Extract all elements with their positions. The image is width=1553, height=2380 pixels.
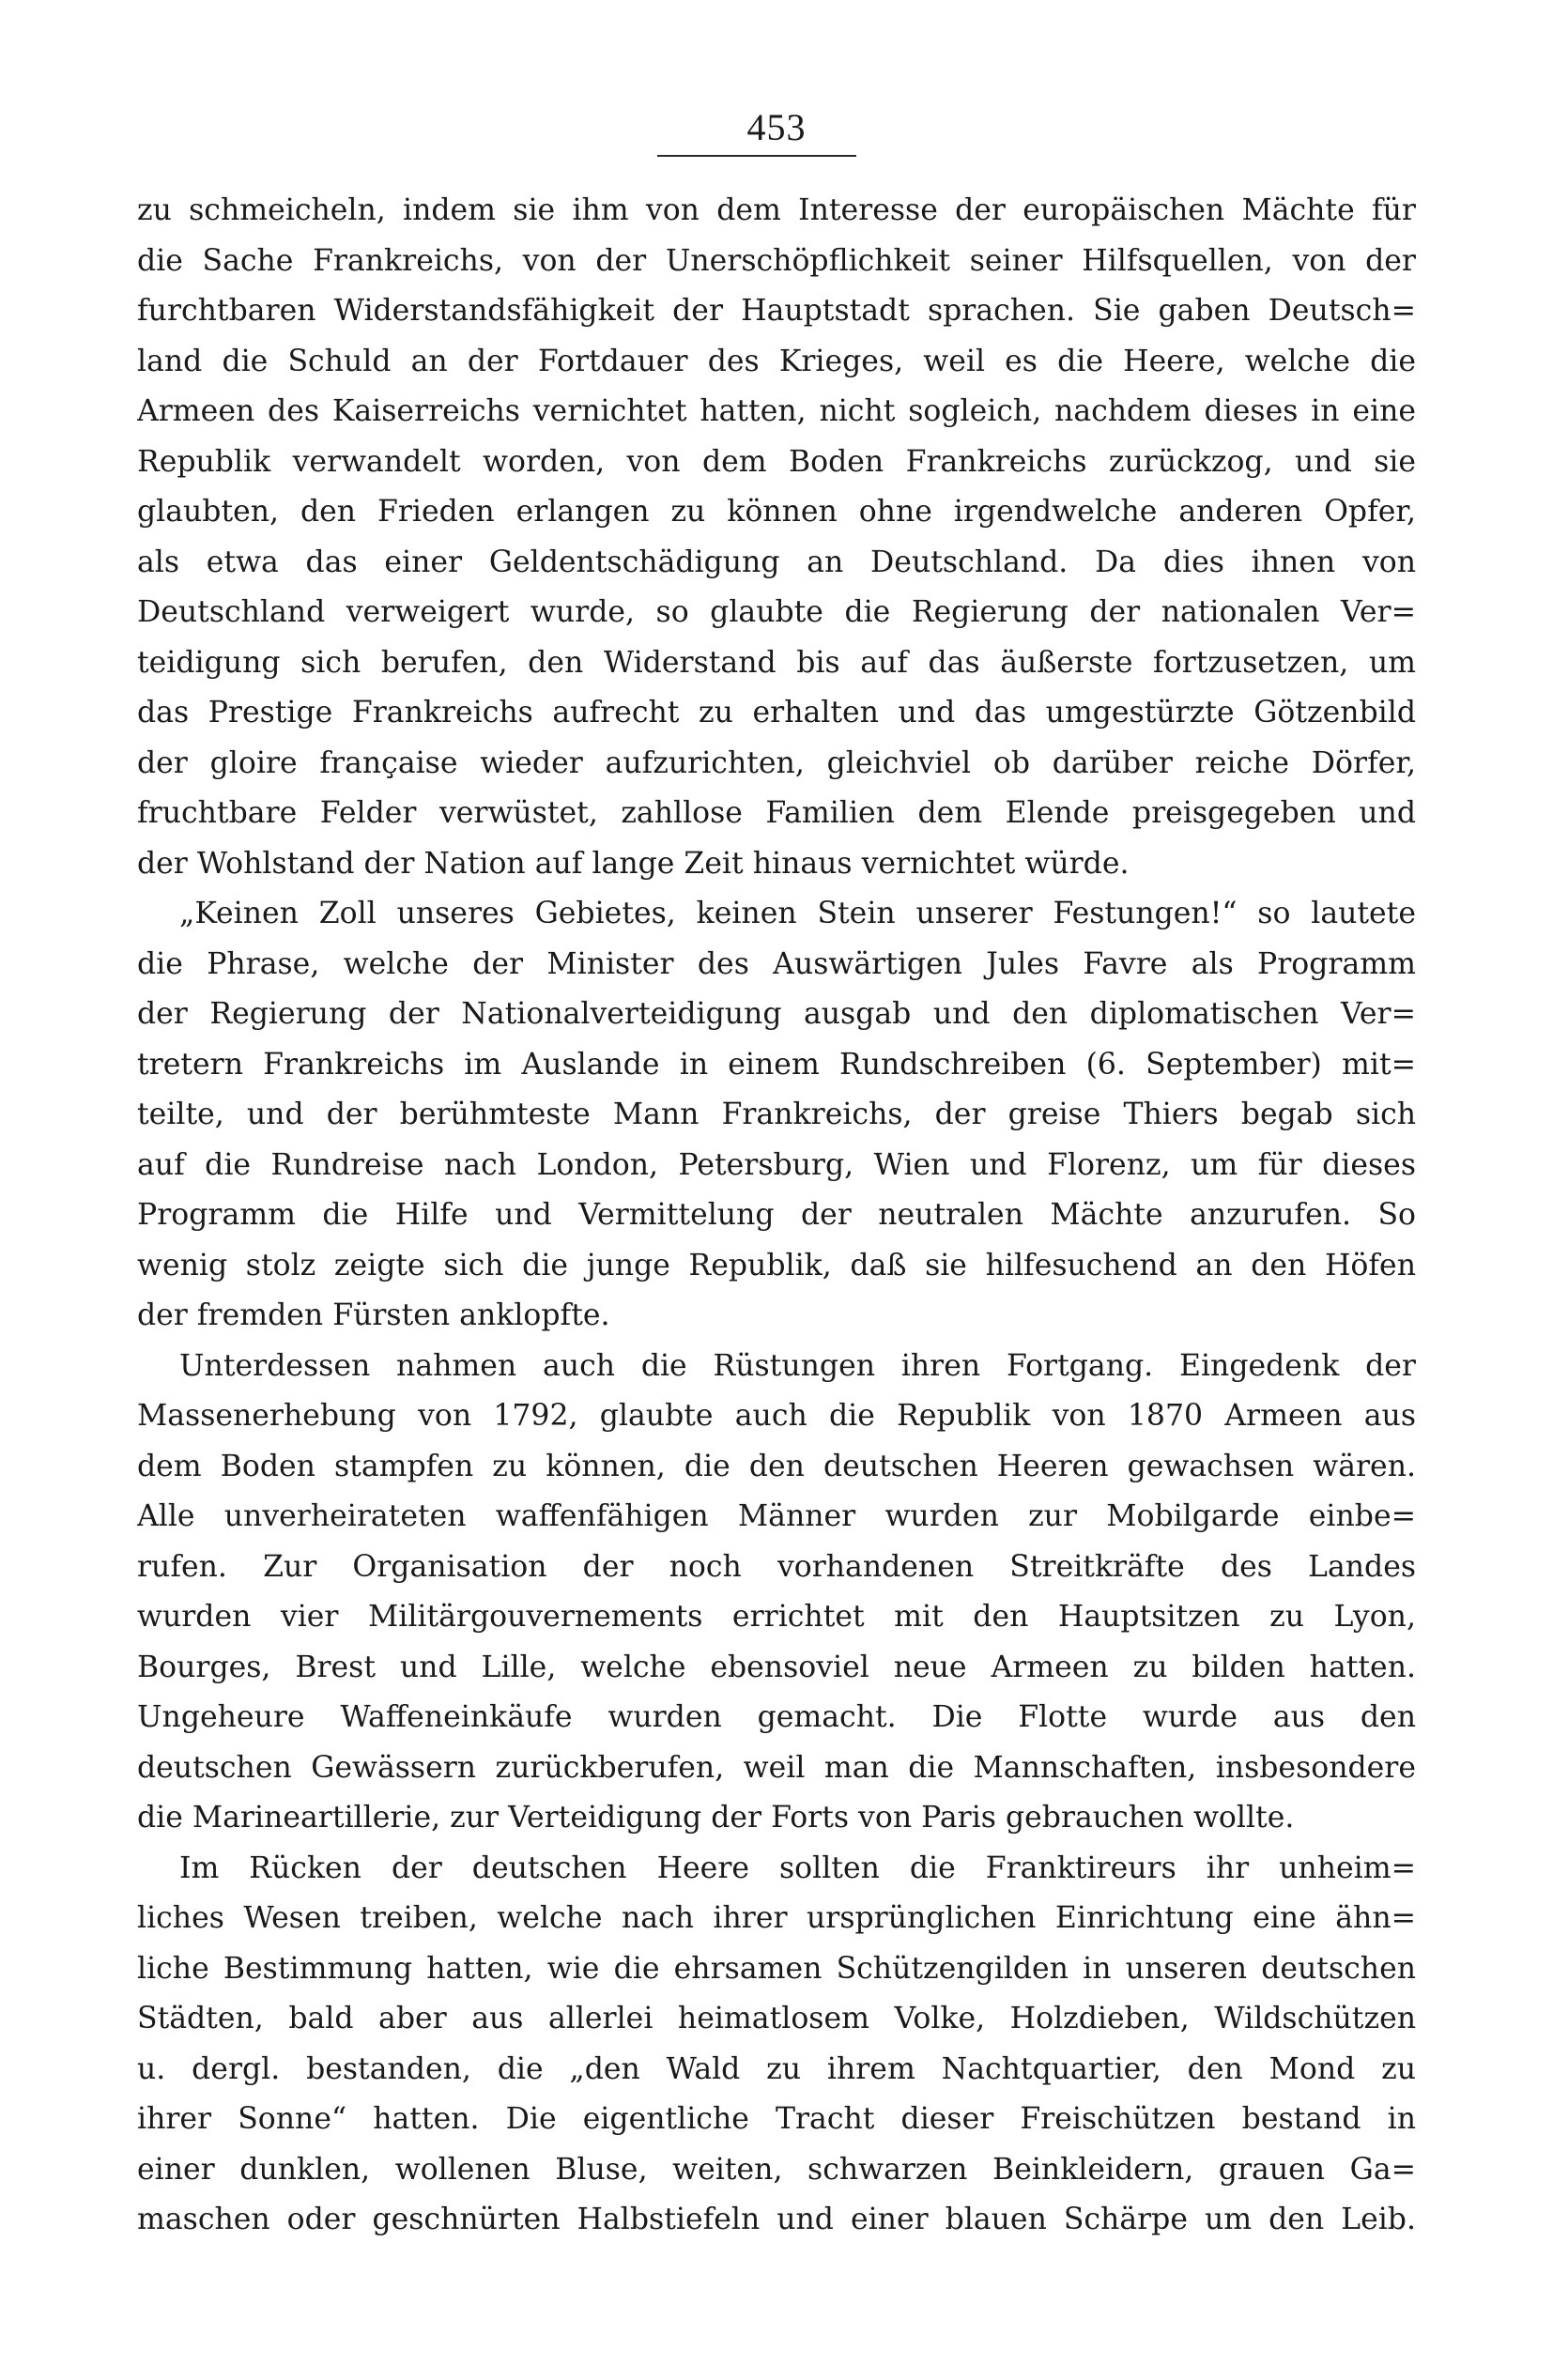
text-line: Armeen des Kaiserreichs vernichtet hatten, nicht sogleich, nachdem dieses in eine (137, 394, 1416, 428)
text-line: die Phrase, welche der Minister des Auswärtigen Jules Favre als Programm (137, 946, 1416, 981)
text-line: Im Rücken der deutschen Heere sollten die Franktireurs ihr unheim= (179, 1850, 1416, 1885)
text-line: liches Wesen treiben, welche nach ihrer ursprünglichen Einrichtung eine ähn= (137, 1901, 1416, 1935)
text-line: Republik verwandelt worden, von dem Boden Frankreichs zurückzog, und sie (137, 444, 1416, 479)
text-line: dem Boden stampfen zu können, die den deutschen Heeren gewachsen wären. (137, 1449, 1416, 1483)
text-line: Ungeheure Waffeneinkäufe wurden gemacht. Die Flotte wurde aus den (137, 1700, 1416, 1734)
text-line: tretern Frankreichs im Auslande in einem Rundschreiben (6. September) mit= (137, 1047, 1416, 1082)
text-line: der Wohlstand der Nation auf lange Zeit hinaus vernichtet würde. (137, 846, 1130, 881)
text-line: Städten, bald aber aus allerlei heimatlosem Volke, Holzdieben, Wildschützen (137, 2002, 1416, 2035)
text-line: furchtbaren Widerstandsfähigkeit der Hauptstadt sprachen. Sie gaben Deutsch= (137, 294, 1416, 328)
text-line: der gloire française wieder aufzurichten, gleichviel ob darüber reiche Dörfer, (137, 745, 1416, 780)
text-line: maschen oder geschnürten Halbstiefeln und einer blauen Schärpe um den Leib. (137, 2203, 1416, 2236)
text-line: teidigung sich berufen, den Widerstand bis auf das äußerste fortzusetzen, um (137, 645, 1416, 680)
text-line: zu schmeicheln, indem sie ihm von dem Interesse der europäischen Mächte für (137, 193, 1416, 227)
header-rule (657, 155, 856, 157)
text-line: Programm die Hilfe und Vermittelung der neutralen Mächte anzurufen. So (137, 1198, 1416, 1232)
text-line: Massenerhebung von 1792, glaubte auch die Republik von 1870 Armeen aus (137, 1399, 1416, 1433)
text-line: fruchtbare Felder verwüstet, zahllose Familien dem Elende preisgegeben und (137, 796, 1416, 830)
text-line: glaubten, den Frieden erlangen zu können ohne irgendwelche anderen Opfer, (137, 495, 1416, 529)
text-line: ihrer Sonne“ hatten. Die eigentliche Tracht dieser Freischützen bestand in (137, 2102, 1416, 2136)
body-text (137, 186, 1416, 2246)
text-line: Deutschland verweigert wurde, so glaubte die Regierung der nationalen Ver= (137, 595, 1416, 629)
text-line: der fremden Fürsten anklopfte. (137, 1298, 610, 1332)
text-line: einer dunklen, wollenen Bluse, weiten, schwarzen Beinkleidern, grauen Ga= (137, 2152, 1416, 2187)
text-line: liche Bestimmung hatten, wie die ehrsamen Schützengilden in unseren deutschen (137, 1951, 1416, 1986)
text-line: die Sache Frankreichs, von der Unerschöpflichkeit seiner Hilfsquellen, von der (137, 243, 1416, 278)
text-line: „Keinen Zoll unseres Gebietes, keinen Stein unserer Festungen!“ so lautete (179, 897, 1416, 930)
text-line: rufen. Zur Organisation der noch vorhandenen Streitkräfte des Landes (137, 1549, 1416, 1584)
text-line: u. dergl. bestanden, die „den Wald zu ihrem Nachtquartier, den Mond zu (137, 2051, 1416, 2086)
text-line: der Regierung der Nationalverteidigung ausgab und den diplomatischen Ver= (137, 997, 1416, 1031)
text-line: die Marineartillerie, zur Verteidigung der Forts von Paris gebrauchen wollte. (137, 1801, 1295, 1835)
text-line: Alle unverheirateten waffenfähigen Männer wurden zur Mobilgarde einbe= (137, 1499, 1416, 1533)
text-line: als etwa das einer Geldentschädigung an Deutschland. Da dies ihnen von (137, 545, 1416, 579)
text-line: wenig stolz zeigte sich die junge Republik, daß sie hilfesuchend an den Höfen (137, 1248, 1416, 1282)
text-line: das Prestige Frankreichs aufrecht zu erhalten und das umgestürzte Götzenbild (137, 696, 1416, 729)
page-number: 453 (746, 106, 807, 148)
text-line: Bourges, Brest und Lille, welche ebensoviel neue Armeen zu bilden hatten. (137, 1650, 1416, 1684)
text-line: land die Schuld an der Fortdauer des Krieges, weil es die Heere, welche die (137, 344, 1416, 378)
text-line: wurden vier Militärgouvernements errichtet mit den Hauptsitzen zu Lyon, (137, 1600, 1416, 1634)
text-line: auf die Rundreise nach London, Petersburg, Wien und Florenz, um für dieses (137, 1147, 1416, 1182)
text-line: deutschen Gewässern zurückberufen, weil man die Mannschaften, insbesondere (137, 1750, 1416, 1785)
text-line: Unterdessen nahmen auch die Rüstungen ihren Fortgang. Eingedenk der (179, 1348, 1416, 1383)
text-line: teilte, und der berühmteste Mann Frankreichs, der greise Thiers begab sich (137, 1098, 1416, 1131)
